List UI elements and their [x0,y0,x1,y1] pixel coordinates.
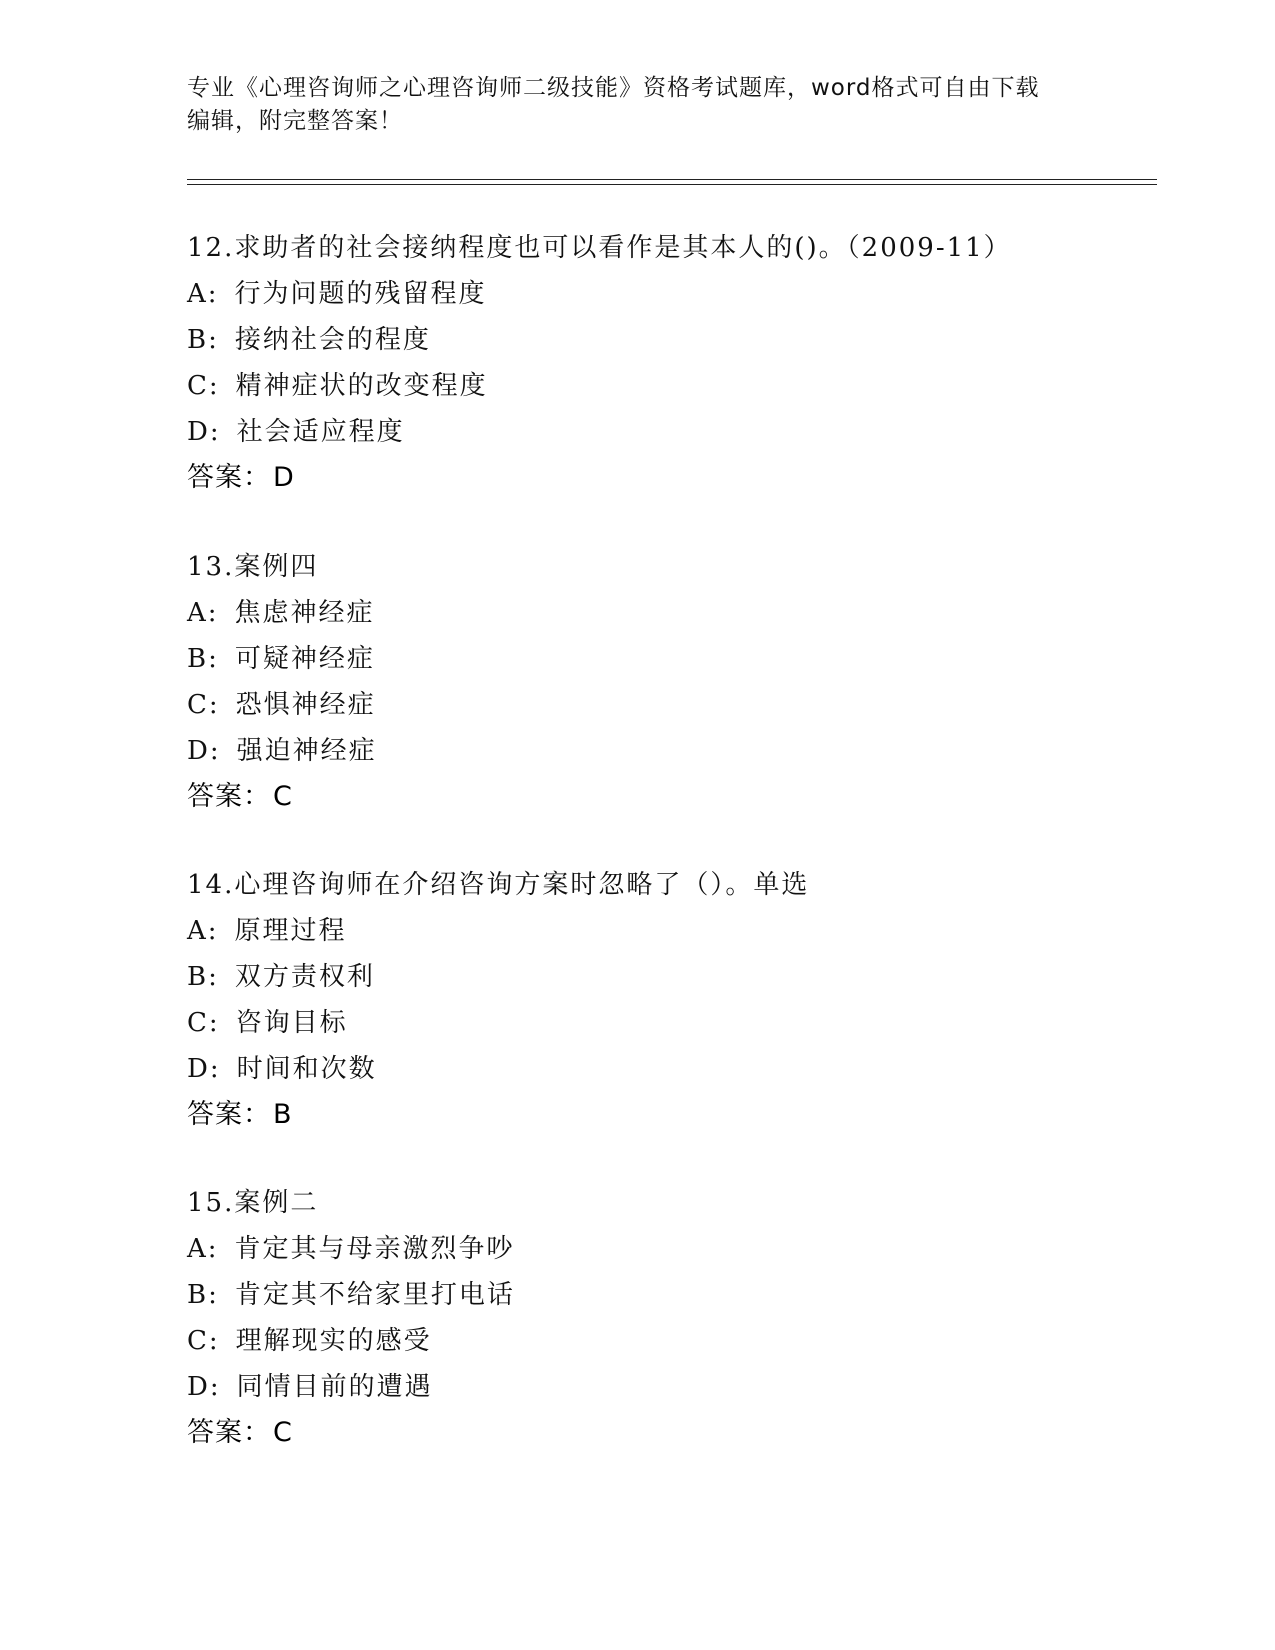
option-letter: B [187,325,209,355]
question-title [187,862,1187,908]
option-b [187,1272,1187,1318]
answer-line [187,1410,1187,1456]
option-letter: B [187,644,209,674]
option-letter: D [187,1372,210,1402]
option-colon: : [209,417,221,447]
answer-value: C [273,1417,293,1448]
option-colon: : [207,598,219,628]
option-letter: C [187,1326,209,1356]
answer-colon: ： [243,781,271,812]
option-a [187,590,1187,636]
question-number-dot: . [224,233,235,263]
answer-value: C [273,781,293,812]
option-colon: : [208,1280,219,1310]
question-text: 求助者的社会接纳程度也可以看作是其本人的()。（2009-11） [234,233,1012,263]
option-c [187,1318,1187,1364]
header-divider-bottom [187,184,1157,185]
option-letter: C [187,1008,209,1038]
answer-label: 答案 [187,781,243,812]
option-colon: : [208,962,219,992]
answer-value: D [273,462,295,493]
option-text: 同情目前的遭遇 [236,1372,433,1402]
option-text: 焦虑神经症 [234,598,375,628]
option-letter: A [187,598,208,628]
header-line-1: 专业《心理咨询师之心理咨询师二级技能》资格考试题库，word格式可自由下载 [187,75,1040,101]
header-divider-top [187,179,1157,180]
option-letter: D [187,417,210,447]
question-number: 12 [187,233,225,263]
option-colon: : [208,644,219,674]
option-text: 行为问题的残留程度 [234,279,487,309]
option-d [187,1364,1187,1410]
option-d [187,728,1187,774]
option-letter: D [187,1054,210,1084]
option-text: 精神症状的改变程度 [235,371,488,401]
question-number-dot: . [224,552,235,582]
option-b [187,954,1187,1000]
question-text: 心理咨询师在介绍咨询方案时忽略了（）。单选 [234,870,810,900]
option-text: 双方责权利 [234,962,375,992]
option-text: 肯定其不给家里打电话 [234,1280,515,1310]
question-block [187,1180,1187,1456]
option-letter: C [187,371,209,401]
option-c [187,363,1187,409]
option-c [187,1000,1187,1046]
option-text: 可疑神经症 [234,644,375,674]
option-a [187,908,1187,954]
option-text: 社会适应程度 [236,417,405,447]
question-title [187,544,1187,590]
answer-label: 答案 [187,462,243,493]
answer-line [187,1092,1187,1138]
option-text: 原理过程 [234,916,347,946]
option-colon: : [208,690,220,720]
option-d [187,409,1187,455]
option-a [187,1226,1187,1272]
option-a [187,271,1187,317]
option-text: 肯定其与母亲激烈争吵 [234,1234,515,1264]
question-number: 15 [187,1188,225,1218]
option-letter: A [187,279,208,309]
option-colon: : [209,736,221,766]
answer-colon: ： [243,462,271,493]
answer-label: 答案 [187,1099,243,1130]
question-number-dot: . [224,870,235,900]
option-text: 恐惧神经症 [235,690,376,720]
answer-line [187,774,1187,820]
option-letter: A [187,916,208,946]
option-letter: B [187,1280,209,1310]
option-b [187,317,1187,363]
question-number-dot: . [224,1188,235,1218]
option-colon: : [208,325,219,355]
answer-label: 答案 [187,1417,243,1448]
option-text: 时间和次数 [236,1054,377,1084]
option-colon: : [209,1054,221,1084]
option-letter: B [187,962,209,992]
answer-colon: ： [243,1417,271,1448]
option-text: 接纳社会的程度 [234,325,431,355]
question-block [187,544,1187,820]
option-letter: A [187,1234,208,1264]
document-header [187,72,1067,138]
option-text: 强迫神经症 [236,736,377,766]
option-colon: : [208,1008,220,1038]
option-colon: : [208,1326,220,1356]
option-colon: : [207,916,219,946]
option-text: 理解现实的感受 [235,1326,432,1356]
question-title [187,225,1187,271]
option-d [187,1046,1187,1092]
question-number: 14 [187,870,225,900]
option-colon: : [208,371,220,401]
option-colon: : [207,279,219,309]
question-block [187,225,1187,501]
question-title [187,1180,1187,1226]
option-c [187,682,1187,728]
option-letter: D [187,736,210,766]
question-number: 13 [187,552,225,582]
answer-colon: ： [243,1099,271,1130]
option-letter: C [187,690,209,720]
option-b [187,636,1187,682]
option-colon: : [207,1234,219,1264]
answer-value: B [273,1099,293,1130]
question-text: 案例四 [234,552,319,582]
option-text: 咨询目标 [235,1008,348,1038]
option-colon: : [209,1372,221,1402]
question-block [187,862,1187,1138]
answer-line [187,455,1187,501]
header-line-2: 编辑，附完整答案！ [187,108,403,134]
question-text: 案例二 [234,1188,319,1218]
